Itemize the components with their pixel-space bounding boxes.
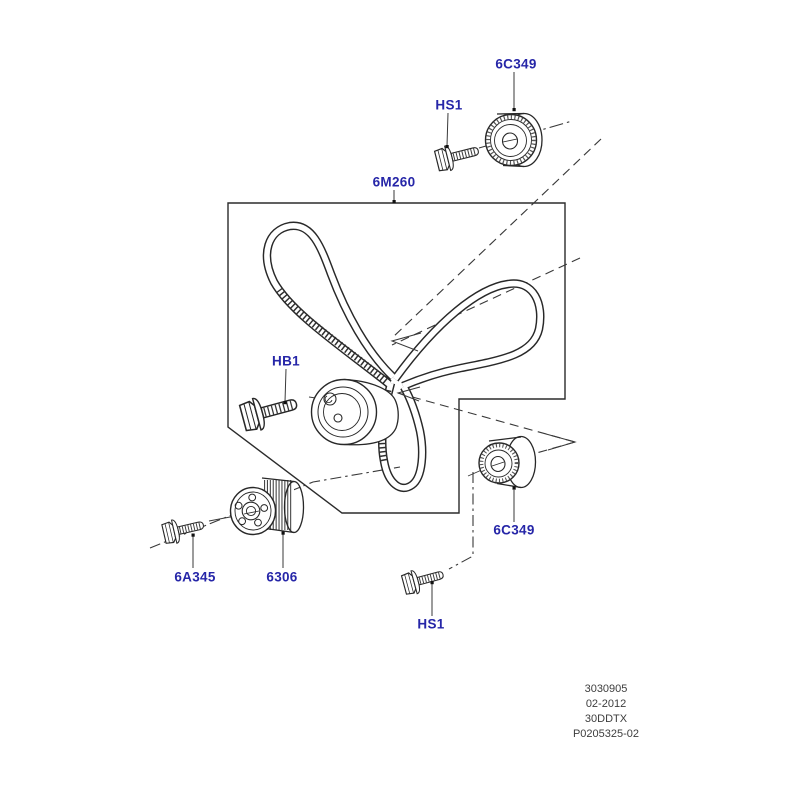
- part-label-belt: 6M260: [372, 174, 416, 190]
- idler-pulley-top: [486, 114, 543, 167]
- part-label-6306: 6306: [266, 569, 298, 585]
- bolt-hs1-bottom: [401, 563, 446, 596]
- idler-pulley-bottom: [479, 437, 536, 488]
- bolt-hs1-top: [434, 139, 481, 174]
- part-label-hs1-bottom: HS1: [417, 616, 445, 632]
- part-label-idler-bottom: 6C349: [493, 522, 535, 538]
- part-label-hs1-top: HS1: [435, 97, 463, 113]
- part-label-6a345: 6A345: [174, 569, 216, 585]
- drawing-date: 02-2012: [585, 698, 627, 710]
- part-label-idler-top: 6C349: [495, 56, 537, 72]
- bolt-hb1-tensioner: [239, 388, 301, 434]
- belt-tensioner: [312, 380, 399, 445]
- drawing-number: 3030905: [584, 683, 628, 695]
- drawing-code: 30DDTX: [584, 713, 628, 725]
- bolt-6a345-crank: [161, 513, 206, 545]
- crank-sprocket: [231, 478, 304, 535]
- drawing-reference-block: [573, 682, 639, 742]
- part-label-hb1: HB1: [272, 353, 300, 369]
- drawing-plate-id: P0205325-02: [572, 728, 640, 740]
